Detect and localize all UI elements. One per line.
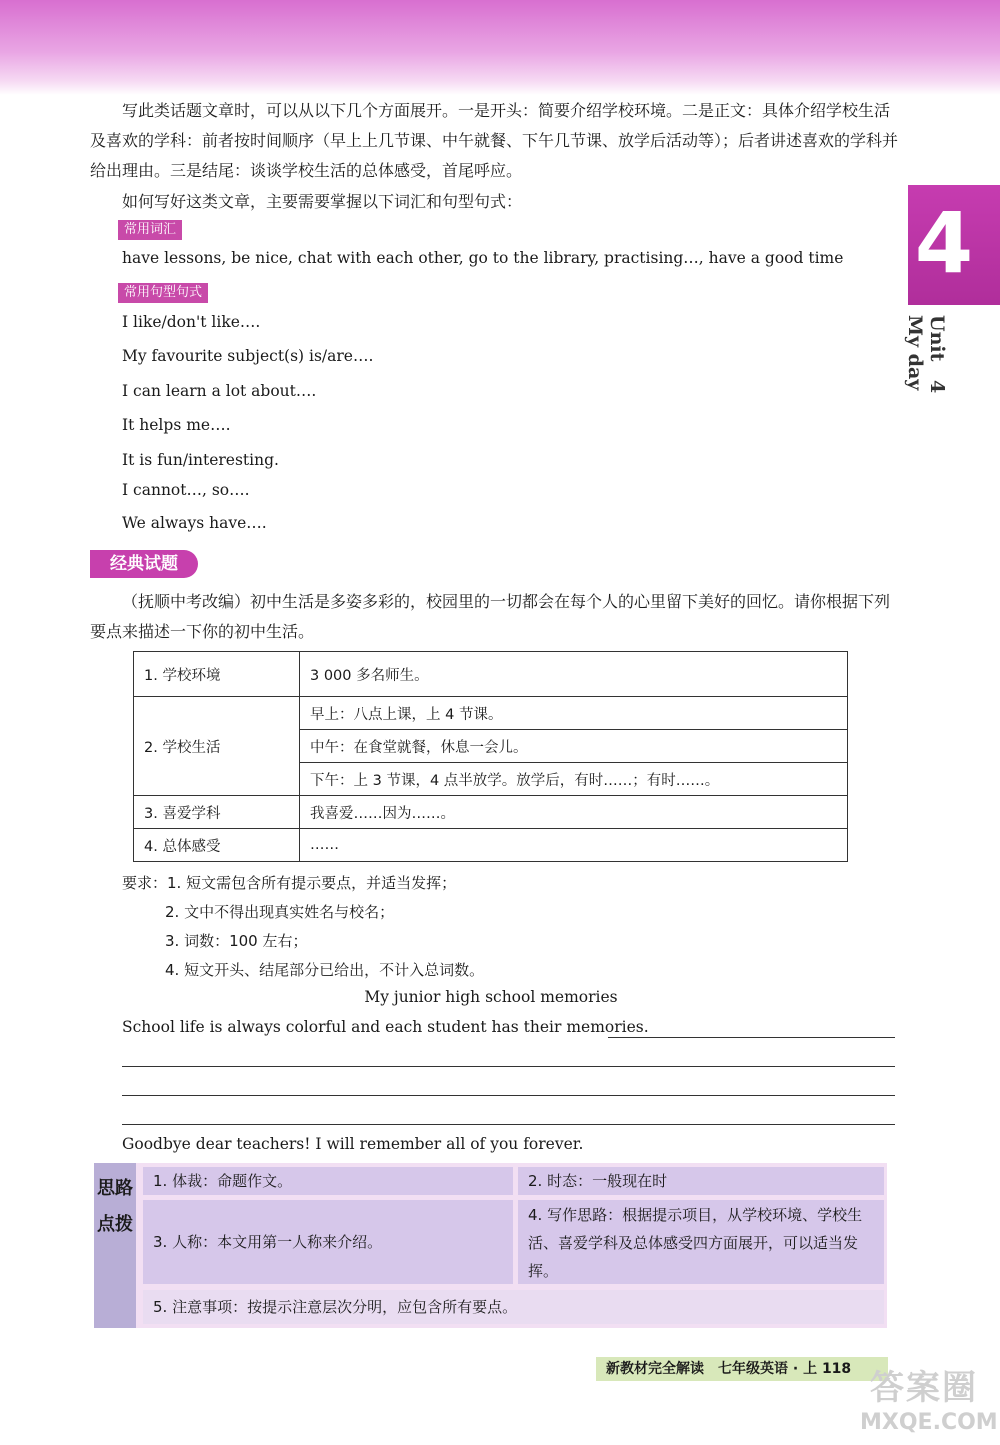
table-value: 中午：在食堂就餐，休息一会儿。 [300,730,848,763]
requirement-item: 3. 词数：100 左右； [165,932,308,950]
table-key: 2. 学校生活 [134,697,300,796]
essay-title: My junior high school memories [364,988,618,1006]
patterns-label: 常用句型句式 [118,283,208,303]
points-table [133,651,848,862]
intro-paragraph-1: 写此类话题文章时，可以从以下几个方面展开。一是开头：简要介绍学校环境。二是正文：具体介绍学校生活及喜欢的学科：前者按时间顺序（早上上几节课、中午就餐、下午几节课、放学后活动等）；后者讲述喜欢的学科并给出理由。三是结尾：谈谈学校生活的总体感受，首尾呼应。 [90,101,899,180]
table-key: 1. 学校环境 [134,652,300,697]
thinking-tense: 2. 时态：一般现在时 [518,1167,884,1195]
intro-paragraph-2: 如何写好这类文章，主要需要掌握以下词汇和句型句式： [122,192,523,211]
page-footer: 新教材完全解读 七年级英语 · 上 118 [596,1357,888,1381]
answer-line[interactable] [122,1095,895,1096]
answer-line[interactable] [608,1037,895,1038]
table-row [134,796,848,829]
thinking-sidebar [94,1163,136,1328]
table-row [134,829,848,862]
table-value: 我喜爱……因为……。 [300,796,848,829]
thinking-note: 5. 注意事项：按提示注意层次分明，应包含所有要点。 [143,1290,884,1324]
table-row [134,652,848,697]
unit-name: My day [904,315,926,391]
top-decorative-band [0,0,1000,95]
section-badge: 经典试题 [90,550,198,578]
task-prompt: （抚顺中考改编）初中生活是多姿多彩的，校园里的一切都会在每个人的心里留下美好的回忆。请你根据下列要点来描述一下你的初中生活。 [90,592,891,641]
unit-num-small: 4 [926,380,948,394]
requirement-item: 2. 文中不得出现真实姓名与校名； [165,903,395,921]
table-value: 早上：八点上课，上 4 节课。 [300,697,848,730]
answer-line[interactable] [122,1124,895,1125]
watermark-url: MXQE.COM [860,1410,998,1435]
table-value: 下午：上 3 节课，4 点半放学。放学后，有时……；有时……。 [300,763,848,796]
unit-tab [908,185,1000,305]
table-value: 3 000 多名师生。 [300,652,848,697]
table-key: 4. 总体感受 [134,829,300,862]
table-key: 3. 喜爱学科 [134,796,300,829]
essay-closing: Goodbye dear teachers! I will remember all of you forever. [122,1135,584,1153]
thinking-person: 3. 人称：本文用第一人称来介绍。 [143,1200,513,1284]
watermark [860,1360,998,1440]
pattern-item: It is fun/interesting. [122,451,279,469]
watermark-logo-text: 答案圈 [870,1368,978,1408]
thinking-approach: 4. 写作思路：根据提示项目，从学校环境、学校生活、喜爱学科及总体感受四方面展开，可以适当发挥。 [518,1200,884,1284]
pattern-item: My favourite subject(s) is/are…. [122,347,374,365]
table-value: …… [300,829,848,862]
requirement-item: 1. 短文需包含所有提示要点，并适当发挥； [167,874,457,892]
requirement-item: 4. 短文开头、结尾部分已给出，不计入总词数。 [165,961,485,979]
pattern-item: I like/don't like…. [122,313,261,331]
pattern-item: I cannot…, so…. [122,481,250,499]
pattern-item: It helps me…. [122,416,231,434]
table-row [134,697,848,730]
pattern-item: We always have…. [122,514,267,532]
essay-opening: School life is always colorful and each student has their memories. [122,1018,649,1036]
unit-title-vertical [904,315,948,485]
thinking-genre: 1. 体裁：命题作文。 [143,1167,513,1195]
unit-number: 4 [914,194,974,292]
requirement-line [122,872,456,893]
vocab-label: 常用词汇 [118,220,182,240]
answer-line[interactable] [122,1066,895,1067]
vocab-text: have lessons, be nice, chat with each other, go to the library, practising…, have a good time [122,249,844,267]
thinking-label: 思路点拨 [97,1178,133,1235]
requirement-prefix: 要求： [122,874,168,892]
unit-word: Unit [926,315,948,362]
pattern-item: I can learn a lot about…. [122,382,317,400]
